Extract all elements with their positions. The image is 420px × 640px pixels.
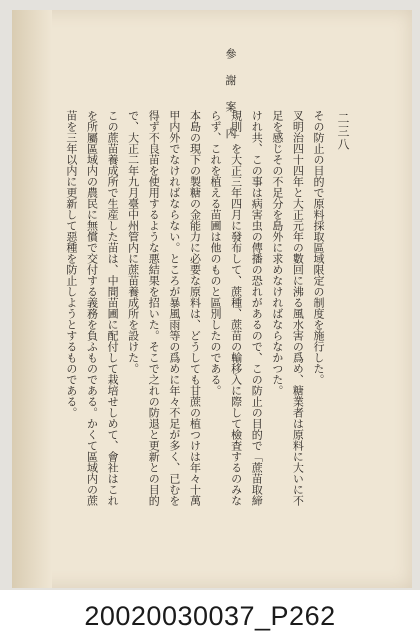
paragraph: この蔗苗養成所で生産した苗は、中間苗圃に配付して栽培せしめて、會社はこれを所屬區域内の農民に無償で交付する義務を負ふものである。かくて區域内の蔗苗を三年以内に更新して惡種を防止しようとするものである。	[64, 110, 120, 506]
page-number: 二三八	[336, 112, 350, 151]
paragraph: その防止の目的で原料採取區域限定の制度を施行した。	[312, 110, 325, 385]
paragraph: 本島の現下の製糖の金能力に必要な原料は、どうしても甘蔗の植つけは年々十萬甲内外でなければならない。ところが暴風雨等の爲めに年々不足が多く、已むを得ず不良苗を使用するような悪結果を招いた。そこで之れの防退と更新との目的で、大正二年九月臺中州管内に蔗苗養成所を設けた。	[126, 110, 202, 506]
body-text	[64, 110, 328, 510]
paragraph: 叉明治四十四年と大正元年の數回に沸る風水害の爲め、糖業者は原料に大いに不足を感じその不足分を島外に求めなければならなかつた。	[270, 110, 305, 506]
paragraph: けれ共、この事は病害虫の傳播の恐れがあるので、この防止の目的で「蔗苗取締規則」を大正三年四月に發布して、蔗種、蔗苗の輸移入に際して檢査するのみならず、これを植える苗圃は他のものと區別したのである。	[209, 110, 264, 506]
page-fold-shadow	[12, 10, 52, 588]
running-header: 參 謝 案 内	[224, 48, 237, 145]
image-caption: 20020030037_P262	[84, 601, 336, 631]
